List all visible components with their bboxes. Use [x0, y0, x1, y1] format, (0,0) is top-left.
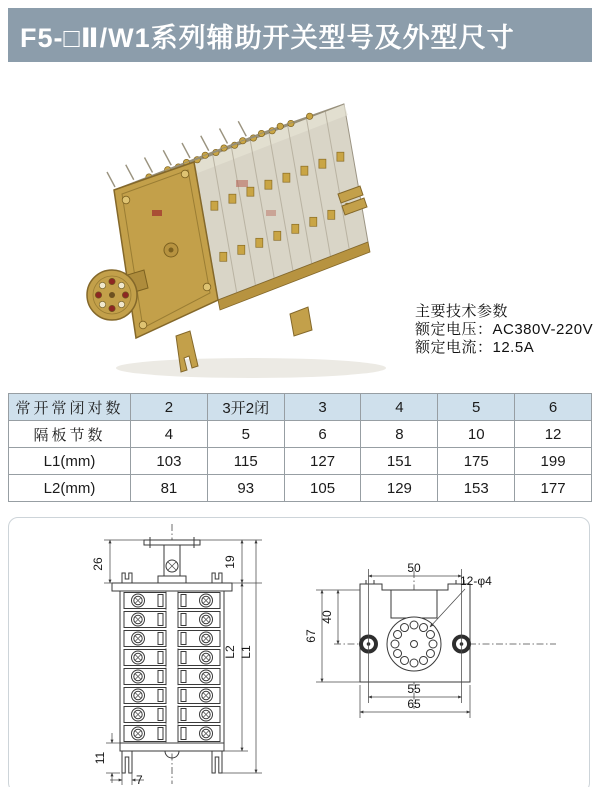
dim-label-l2: L2	[223, 645, 237, 659]
spec-cell: 199	[515, 448, 592, 475]
dim-label-26: 26	[91, 557, 105, 571]
photo-shadow	[116, 358, 386, 378]
spec-table	[8, 393, 592, 502]
front-view-body	[112, 537, 232, 773]
spec-cell: 93	[207, 475, 284, 502]
spec-cell: 129	[361, 475, 438, 502]
spec-cell: 151	[361, 448, 438, 475]
spec-row-label: 常开常闭对数	[9, 394, 131, 421]
spec-cell: 105	[284, 475, 361, 502]
spec-cell: 3开2闭	[207, 394, 284, 421]
spec-cell: 4	[131, 421, 208, 448]
tech-params-current: 额定电流：12.5A	[415, 339, 535, 356]
spec-row-label: L2(mm)	[9, 475, 131, 502]
table-row-l1	[9, 448, 592, 475]
dim-label-l1: L1	[239, 645, 253, 659]
tech-params-voltage: 额定电压：AC380V-220V	[415, 321, 594, 338]
drawing-side-view	[300, 545, 590, 725]
spec-cell: 127	[284, 448, 361, 475]
side-view-body	[360, 580, 470, 682]
dim-label-67: 67	[304, 629, 318, 643]
spec-cell: 10	[438, 421, 515, 448]
table-row-partitions	[9, 421, 592, 448]
spec-cell: 6	[515, 394, 592, 421]
dim-label-65: 65	[407, 697, 421, 711]
dim-label-50: 50	[407, 561, 421, 575]
dim-label-holes: 12-φ4	[460, 574, 492, 588]
tech-params	[415, 303, 595, 357]
spec-cell: 177	[515, 475, 592, 502]
spec-cell: 3	[284, 394, 361, 421]
spec-row-label: L1(mm)	[9, 448, 131, 475]
drawing-front-view	[70, 522, 270, 786]
page-title: F5-□Ⅱ/W1系列辅助开关型号及外型尺寸	[20, 22, 515, 53]
spec-cell: 153	[438, 475, 515, 502]
spec-cell: 2	[131, 394, 208, 421]
dim-label-19: 19	[223, 555, 237, 569]
spec-cell: 12	[515, 421, 592, 448]
spec-cell: 81	[131, 475, 208, 502]
spec-cell: 115	[207, 448, 284, 475]
page-title-banner	[8, 8, 592, 62]
spec-cell: 5	[438, 394, 515, 421]
dim-label-7: 7	[136, 773, 143, 786]
spec-cell: 175	[438, 448, 515, 475]
dim-label-11: 11	[93, 751, 107, 765]
spec-cell: 4	[361, 394, 438, 421]
table-row-contact-pairs	[9, 394, 592, 421]
product-photo	[86, 90, 391, 390]
tech-params-title: 主要技术参数	[415, 303, 509, 320]
spec-cell: 6	[284, 421, 361, 448]
table-row-l2	[9, 475, 592, 502]
spec-cell: 8	[361, 421, 438, 448]
spec-cell: 103	[131, 448, 208, 475]
dim-label-40: 40	[320, 610, 334, 624]
spec-row-label: 隔板节数	[9, 421, 131, 448]
dim-label-55: 55	[407, 682, 421, 696]
spec-cell: 5	[207, 421, 284, 448]
